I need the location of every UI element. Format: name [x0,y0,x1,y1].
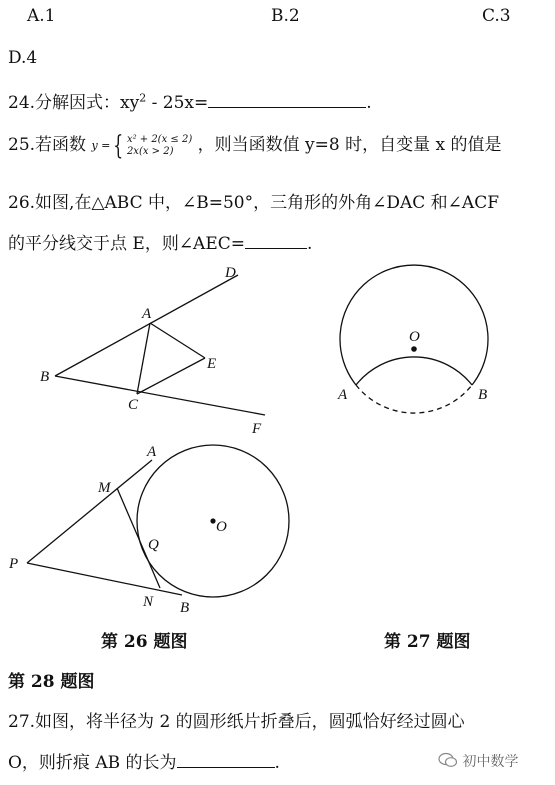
figure-27 [325,255,505,415]
tangent-pb [27,563,182,595]
label-b: B [40,369,50,385]
q24-end: . [366,93,372,113]
label-c: C [128,397,139,413]
q26-line2: 的平分线交于点 E，则∠AEC= [8,234,245,254]
figure-26 [0,255,300,445]
q25-case2: 2x(x > 2) [126,145,174,157]
label-a: A [338,387,348,403]
label-a: A [147,444,157,460]
q25-brace: { [113,130,124,161]
folded-arc [356,357,472,385]
label-q: Q [148,537,159,553]
circle-arc-dashed [356,385,472,413]
segment-ce [137,358,205,394]
q25-suffix: ，则当函数值 y=8 时，自变量 x 的值是 [197,135,502,155]
watermark [438,751,518,772]
q27-end: . [274,753,280,773]
label-b: B [180,600,190,616]
segment-ae [150,323,205,358]
label-f: F [252,421,262,437]
q27-answer-blank [177,751,275,768]
label-n: N [143,594,154,610]
label-b: B [478,387,488,403]
segment-ac [137,323,150,394]
q26-line2-wrap [8,229,312,254]
label-a: A [142,306,152,322]
label-e: E [207,356,217,372]
label-o: O [409,329,420,345]
q24-prefix: 24.分解因式：xy [8,93,140,113]
circle-arc-solid [340,265,488,385]
q25-case1: x² + 2(x ≤ 2) [126,133,193,145]
question-24 [8,88,372,113]
figure-28 [0,440,300,620]
caption-28: 第 28 题图 [8,672,95,692]
tangent-pa [27,460,152,563]
caption-27: 第 27 题图 [384,632,471,652]
q27-line1: 27.如图，将半径为 2 的圆形纸片折叠后，圆弧恰好经过圆心 [8,712,465,732]
q25-func-y: y = [91,138,111,152]
option-b: B.2 [271,6,300,26]
q25-cases [127,134,192,158]
q26-answer-blank [245,232,307,249]
label-d: D [225,265,236,281]
label-p: P [9,556,19,572]
caption-26: 第 26 题图 [101,632,188,652]
q24-sup: 2 [139,91,147,105]
label-o: O [216,519,227,535]
option-d: D.4 [8,48,38,68]
center-dot [210,518,215,523]
watermark-text: 初中数学 [462,754,519,770]
q24-suffix: - 25x= [146,93,209,113]
option-c: C.3 [482,6,511,26]
q25-prefix: 25.若函数 [8,135,87,155]
q26-line1: 26.如图,在△ABC 中，∠B=50°，三角形的外角∠DAC 和∠ACF [8,193,500,213]
center-dot [411,346,417,352]
label-m: M [98,480,111,496]
q27-line2-wrap [8,748,280,773]
option-a: A.1 [27,6,56,26]
question-25 [8,130,502,159]
q24-answer-blank [208,91,366,108]
wechat-icon [438,752,458,772]
q26-end: . [307,234,313,254]
q27-line2: O，则折痕 AB 的长为 [8,753,177,773]
